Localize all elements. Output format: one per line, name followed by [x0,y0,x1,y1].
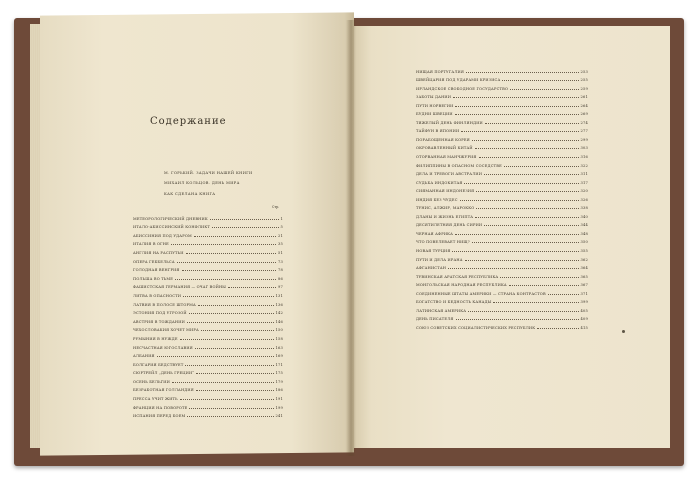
toc-entry [133,221,283,230]
toc-entry [416,296,588,305]
toc-entry-page: 35 [278,242,283,247]
intro-line: КАК СДЕЛАНА КНИГА [164,192,216,196]
toc-entry [133,401,283,410]
toc-leader-dots [186,253,276,254]
toc-entry-title: СИЯМАННАЯ ИНДОНЕЗИЯ [416,189,475,194]
toc-entry-title: БОЛГАРИЯ БЕДСТВУЕТ [133,362,184,367]
toc-leader-dots [172,382,274,383]
toc-leader-dots [460,200,579,201]
intro-line: М. ГОРЬКИЙ. ЗАДАЧИ НАШЕЙ КНИГИ [164,171,253,175]
toc-entry-page: 316 [580,155,588,160]
toc-entry-title: ФРАНЦИЯ НА ПОВОРОТЕ [133,405,188,410]
toc-entry [416,287,588,296]
toc-entry [133,384,283,393]
toc-entry-title: ПОЛЬША ВО ТЬМЕ [133,276,174,281]
toc-entry-page: 261 [580,95,588,100]
toc-entry [416,279,588,288]
toc-entry [133,229,283,238]
toc-leader-dots [187,416,273,417]
toc-entry-title: МОНГОЛЬСКАЯ НАРОДНАЯ РЕСПУБЛИКА [416,283,507,288]
toc-entry-title: ИНДИЯ БЕЗ ЧУДЕС [416,197,458,202]
toc-leader-dots [455,106,578,107]
toc-entry-title: РУМЫНИЯ В НУЖДЕ [133,336,178,341]
toc-entry-page: 405 [580,308,588,313]
toc-entry [133,350,283,359]
toc-entry-page: 259 [580,86,588,91]
toc-entry-title: ТУНИС, АЛЖИР, МАРОККО [416,206,475,211]
toc-entry [416,142,588,151]
toc-entry [133,289,283,298]
toc-leader-dots [180,399,274,400]
toc-entry-page: 355 [580,249,588,254]
contents-title: Содержание [150,116,227,127]
toc-entry-page: 241 [275,414,283,419]
toc-entry-page: 269 [580,112,588,117]
toc-leader-dots [466,72,579,73]
toc-leader-dots [493,302,578,303]
toc-entry [133,298,283,307]
toc-entry [416,219,588,228]
toc-entry-page: 338 [580,206,588,211]
toc-entry [416,168,588,177]
toc-entry-page: 146 [275,319,283,324]
toc-entry-page: 131 [275,293,283,298]
toc-leader-dots [189,408,273,409]
toc-entry-page: 171 [275,362,283,367]
toc-entry [416,236,588,245]
toc-entry [133,324,283,333]
toc-entry-title: ЧЕХОСЛОВАКИЯ ХОЧЕТ МИРА [133,328,199,333]
toc-entry-page: 371 [580,291,588,296]
toc-entry-title: СЮРТРЕЙЛ „ДЕНЬ ГРЕЦИИ“ [133,371,195,376]
toc-entry-title: ДЛАНЫ И ЖИЗНЬ ЕГИПТА [416,214,474,219]
toc-entry [133,392,283,401]
toc-leader-dots [479,157,579,158]
toc-entry-title: АНГЛИЯ НА РАСПУТЬИ [133,250,184,255]
toc-entry [133,410,283,419]
toc-entry-title: АЛБАНИЯ [133,354,155,359]
toc-entry [133,341,283,350]
toc-entry-title: ЧТО ПОВЕЛЕВАЕТ НИЩ? [416,240,470,245]
toc-leader-dots [484,174,578,175]
toc-entry-page: 399 [580,300,588,305]
toc-entry [416,99,588,108]
toc-leader-dots [464,183,578,184]
toc-entry-page: 21 [278,233,283,238]
toc-entry [133,375,283,384]
toc-leader-dots [475,217,578,218]
toc-entry-page: 350 [580,240,588,245]
toc-entry [416,304,588,313]
toc-entry-title: ТУВИНСКАЯ АРАТСКАЯ РЕСПУБЛИКА [416,274,499,279]
toc-leader-dots [180,339,274,340]
toc-entry-page: 1 [280,216,283,221]
toc-entry-page: 86 [278,276,283,281]
page-spot [622,330,625,333]
toc-entry-title: ДЕЛА И ТРЕВОГИ АВСТРАЛИИ [416,172,483,177]
toc-entry-page: 277 [580,129,588,134]
toc-entry-title: БУДНИ ШВЕЦИИ [416,112,453,117]
toc-leader-dots [171,244,276,245]
toc-leader-dots [183,296,273,297]
toc-entry-page: 191 [275,397,283,402]
toc-left-list [133,212,283,418]
toc-entry [133,332,283,341]
toc-leader-dots [185,365,273,366]
toc-entry-page: 253 [580,69,588,74]
toc-leader-dots [456,319,579,320]
toc-entry-title: ОПЕРА ГЕББЕЛЬСА [133,259,175,264]
toc-entry-page: 97 [278,285,283,290]
toc-leader-dots [475,148,579,149]
toc-entry-page: 136 [275,302,283,307]
toc-entry [133,255,283,264]
toc-entry [416,253,588,262]
toc-leader-dots [548,294,579,295]
toc-entry [416,116,588,125]
toc-entry-page: 367 [580,283,588,288]
toc-leader-dots [509,285,579,286]
toc-entry [416,313,588,322]
toc-entry-title: ИРЛАНДСКОЕ СВОБОДНОЕ ГОСУДАРСТВО [416,86,509,91]
toc-entry [416,125,588,134]
toc-entry-title: ОКРОВАВЛЕННЫЙ КИТАЙ [416,146,473,151]
toc-entry-title: ШВЕЙЦАРИЯ ПОД УДАРАМИ КРИЗИСА [416,78,501,83]
toc-leader-dots [472,242,579,243]
toc-entry [416,185,588,194]
toc-entry [416,244,588,253]
toc-leader-dots [201,330,274,331]
toc-entry-page: 179 [275,379,283,384]
toc-entry [133,238,283,247]
toc-entry-page: 169 [275,354,283,359]
toc-leader-dots [448,268,578,269]
toc-leader-dots [196,390,274,391]
toc-leader-dots [182,270,276,271]
toc-entry-page: 5 [280,225,283,230]
toc-entry [416,227,588,236]
toc-entry-page: 311 [580,172,588,177]
toc-leader-dots [196,373,273,374]
toc-entry-title: АБИССИНИЯ ПОД УДАРОМ [133,233,192,238]
toc-leader-dots [510,89,578,90]
toc-entry [416,82,588,91]
toc-entry-title: ЛАТВИЯ В ПОЛОСЕ ШТОРМА [133,302,196,307]
toc-entry [416,65,588,74]
toc-entry-title: НЕСЧАСТНАЯ ЮГОСЛАВИЯ [133,345,193,350]
toc-entry-title: СУДЬБА ИНДОКИТАЯ [416,180,463,185]
toc-entry-page: 326 [580,197,588,202]
toc-entry [416,176,588,185]
toc-entry [416,91,588,100]
toc-leader-dots [175,279,276,280]
toc-entry-title: ИТАЛИЯ В ОГНЕ [133,242,169,247]
toc-entry-page: 73 [278,259,283,264]
toc-entry-page: 175 [275,371,283,376]
toc-leader-dots [194,236,276,237]
toc-entry-title: ОСЕНЬ БЕЛЬГИИ [133,379,170,384]
toc-entry [416,74,588,83]
toc-leader-dots [455,114,579,115]
toc-leader-dots [502,80,578,81]
toc-leader-dots [198,305,274,306]
toc-leader-dots [195,348,274,349]
toc-entry-title: ОТОРВАННАЯ МАНЧЖУРИЯ [416,155,477,160]
toc-entry [133,272,283,281]
toc-entry-title: ТАЙФУН В ЯПОНИИ [416,129,460,134]
toc-entry-title: БОГАТСТВО И БЕДНОСТЬ КАНАДЫ [416,300,492,305]
toc-entry-page: 415 [580,325,588,330]
toc-entry-title: ДЕНЬ ПИСАТЕЛЯ [416,317,454,322]
toc-entry-title: ГОЛОДНАЯ ВЕНГРИЯ [133,268,180,273]
toc-entry-title: ЭСТОНИЯ ПОД УГРОЗОЙ [133,311,187,316]
toc-entry [416,159,588,168]
toc-entry-title: ЛАТИНСКАЯ АМЕРИКА [416,308,467,313]
toc-entry-page: 78 [278,268,283,273]
toc-entry-page: 364 [580,266,588,271]
toc-leader-dots [500,277,578,278]
toc-leader-dots [212,227,279,228]
toc-leader-dots [452,251,578,252]
toc-entry-title: АВСТРИЯ В ТОЖДАНИИ [133,319,185,324]
toc-entry-page: 340 [580,214,588,219]
toc-entry [133,358,283,367]
toc-entry [133,246,283,255]
toc-leader-dots [472,140,579,141]
toc-entry-title: ПРЕССА УЧИТ ЖИТЬ [133,397,178,402]
toc-entry [416,321,588,330]
toc-entry-page: 274 [580,120,588,125]
page-column-header: Стр. [272,205,280,209]
toc-entry-title: ПУТИ НОРВЕГИИ [416,103,454,108]
toc-entry-page: 344 [580,223,588,228]
toc-entry-page: 142 [275,311,283,316]
toc-leader-dots [157,356,274,357]
toc-entry-page: 299 [580,137,588,142]
toc-entry [416,193,588,202]
toc-right-list [416,65,588,330]
toc-entry-title: ЧЕРНАЯ АФРИКА [416,231,454,236]
toc-entry-page: 150 [275,328,283,333]
toc-entry-title: ТЯЖЕЛЫЙ ДЕНЬ ФИНЛЯНДИИ [416,120,483,125]
toc-entry-page: 322 [580,163,588,168]
toc-entry [133,367,283,376]
toc-entry-page: 163 [275,345,283,350]
toc-entry-page: 255 [580,78,588,83]
toc-entry-title: АФГАНИСТАН [416,266,447,271]
toc-entry-page: 317 [580,180,588,185]
toc-entry [416,210,588,219]
toc-entry-title: НОВАЯ ТУРЦИЯ [416,249,451,254]
toc-leader-dots [187,322,274,323]
toc-entry-title: МЕТЕОРОЛОГИЧЕСКИЙ ДНЕВНИК [133,216,208,221]
toc-entry-title: НИЩАЯ ПОРТУГАЛИЯ [416,69,464,74]
toc-leader-dots [468,311,578,312]
toc-entry [133,307,283,316]
toc-leader-dots [504,166,579,167]
toc-entry [416,108,588,117]
toc-entry [133,264,283,273]
toc-leader-dots [461,131,578,132]
toc-entry-page: 158 [275,336,283,341]
toc-entry [416,262,588,271]
toc-entry-page: 348 [580,231,588,236]
toc-leader-dots [476,208,578,209]
toc-entry-page: 362 [580,257,588,262]
toc-entry-page: 186 [275,388,283,393]
toc-entry-title: ДЕСЯТИЛЕТНЯЯ ДЕНЬ СИРИИ [416,223,483,228]
toc-entry [416,202,588,211]
toc-entry-title: СОЮЗ СОВЕТСКИХ СОЦИАЛИСТИЧЕСКИХ РЕСПУБЛИК [416,325,536,330]
toc-entry-page: 51 [278,250,283,255]
toc-leader-dots [453,97,578,98]
toc-entry [416,133,588,142]
toc-entry-title: БЕЗРАБОТНАЯ ГОЛЛАНДИЯ [133,388,194,393]
toc-leader-dots [476,191,578,192]
toc-entry-page: 409 [580,317,588,322]
toc-entry-title: СОЕДИНЕННЫЕ ШТАТЫ АМЕРИКИ — СТРАНА КОНТРАСТОВ [416,291,546,296]
toc-leader-dots [455,234,578,235]
toc-leader-dots [537,328,578,329]
toc-entry-title: ИТАЛО-АБИССИНСКИЙ КОНФЛИКТ [133,225,210,230]
toc-leader-dots [228,287,276,288]
toc-leader-dots [189,313,274,314]
toc-entry-title: ПУТИ И ДЕЛА ИРАНА [416,257,463,262]
toc-entry-title: ЗАБОТЫ ДАНИИ [416,95,452,100]
toc-entry-title: ФИЛИППИНЫ В ОПАСНОМ СОСЕДСТВЕ [416,163,502,168]
toc-entry-title: ЛИТВА В ОПАСНОСТИ [133,293,182,298]
toc-leader-dots [177,262,276,263]
toc-entry-page: 199 [275,405,283,410]
toc-leader-dots [210,219,279,220]
toc-entry-page: 365 [580,274,588,279]
intro-line: МИХАИЛ КОЛЬЦОВ. ДЕНЬ МИРА [164,181,240,185]
toc-entry [133,315,283,324]
toc-entry-title: ПОРАБОЩЕННАЯ КОРЕЯ [416,137,470,142]
toc-entry [416,270,588,279]
toc-leader-dots [485,123,579,124]
toc-entry-page: 264 [580,103,588,108]
toc-entry-page: 303 [580,146,588,151]
toc-entry [133,281,283,290]
toc-leader-dots [484,225,578,226]
toc-entry [133,212,283,221]
toc-leader-dots [465,260,579,261]
toc-entry-title: ИСПАНИЯ ПЕРЕД БОЕМ [133,414,186,419]
book-gutter [346,20,356,456]
toc-entry-page: 320 [580,189,588,194]
toc-entry [416,150,588,159]
toc-entry-title: ФАШИСТСКАЯ ГЕРМАНИЯ — ОЧАГ ВОЙНЫ [133,285,227,290]
